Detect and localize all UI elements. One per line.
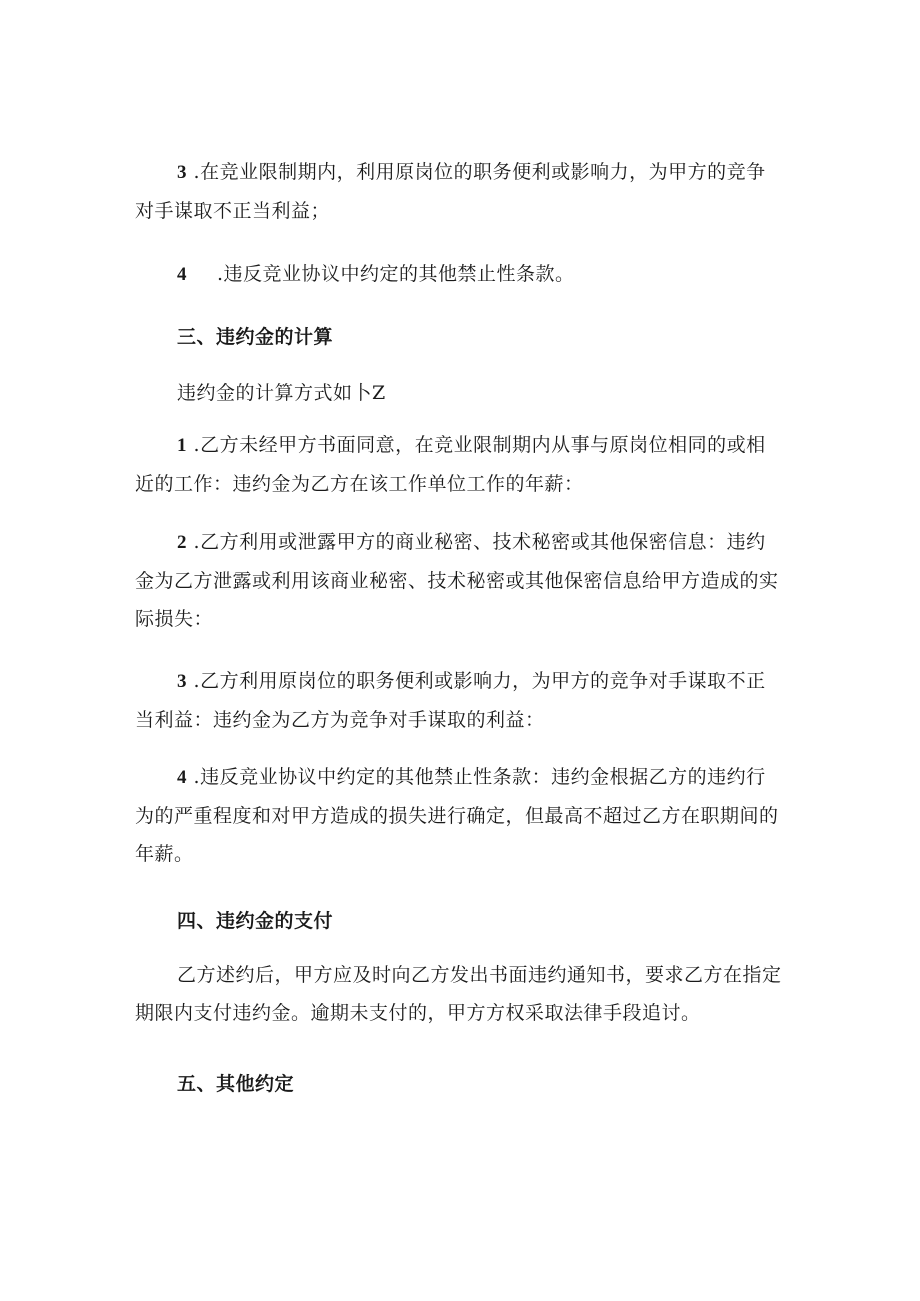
- calc-number: 1: [177, 435, 187, 456]
- calc-text: .乙方未经甲方书面同意，在竞业限制期内从事与原岗位相同的或相近的工作：违约金为乙方在该工作单位工作的年薪：: [135, 434, 766, 495]
- calc-intro: 违约金的计算方式如卜Z: [177, 382, 386, 404]
- calc-item-3: [135, 662, 785, 739]
- clause-item-3: [135, 153, 785, 230]
- section-heading-penalty-calculation: 三、违约金的计算: [177, 326, 334, 348]
- section-heading-penalty-payment: 四、违约金的支付: [177, 910, 334, 932]
- clause-number: 3: [177, 162, 187, 183]
- calc-number: 3: [177, 671, 187, 692]
- calc-text: .乙方利用或泄露甲方的商业秘密、技术秘密或其他保密信息：违约金为乙方泄露或利用该商业秘密、技术秘密或其他保密信息给甲方造成的实际损失：: [135, 531, 779, 630]
- calc-text: .违反竞业协议中约定的其他禁止性条款：违约金根据乙方的违约行为的严重程度和对甲方造成的损失进行确定，但最高不超过乙方在职期间的年薪。: [135, 766, 779, 865]
- calc-item-4: [135, 758, 785, 873]
- clause-item-4: [135, 255, 785, 294]
- clause-number: 4: [177, 264, 187, 285]
- calc-item-2: [135, 523, 785, 638]
- calc-number: 2: [177, 532, 187, 553]
- clause-text: .在竞业限制期内，利用原岗位的职务便利或影响力，为甲方的竞争对手谋取不正当利益；: [135, 161, 766, 222]
- calc-text: .乙方利用原岗位的职务便利或影响力，为甲方的竞争对手谋取不正当利益：违约金为乙方为竞争对手谋取的利益：: [135, 670, 766, 731]
- payment-paragraph: 乙方述约后，甲方应及时向乙方发出书面违约通知书，要求乙方在指定期限内支付违约金。逾期未支付的，甲方方权采取法律手段追讨。: [135, 964, 782, 1024]
- clause-text: .违反竞业协议中约定的其他禁止性条款。: [217, 263, 575, 285]
- calc-number: 4: [177, 767, 187, 788]
- section-heading-other-terms: 五、其他约定: [177, 1073, 295, 1095]
- calc-item-1: [135, 426, 785, 503]
